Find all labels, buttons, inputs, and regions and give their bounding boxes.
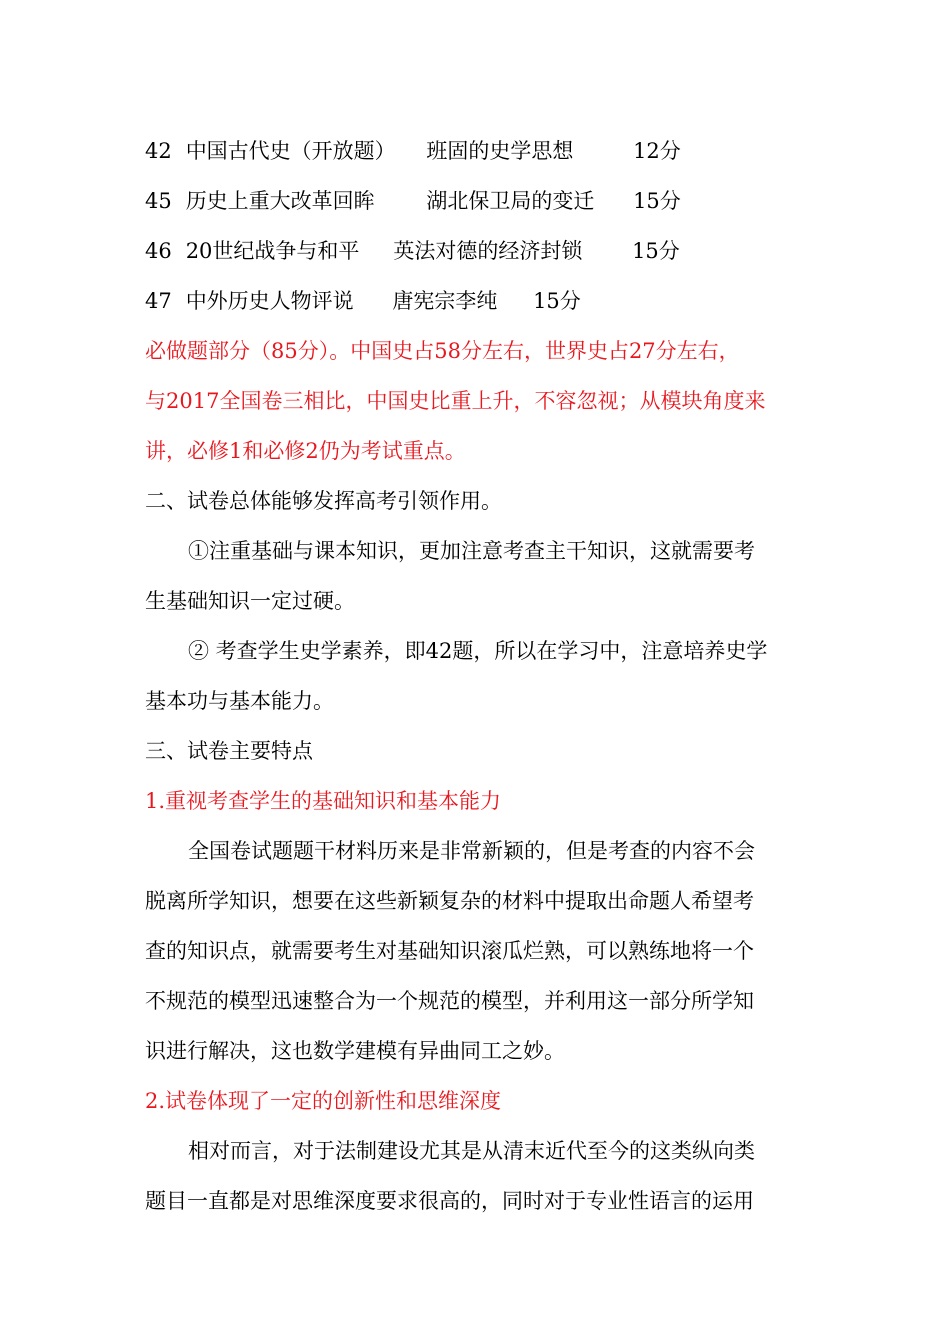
summary-line: 必做题部分（85分）。中国史占58分左右，世界史占27分左右，: [145, 339, 740, 363]
paragraph-line: 脱离所学知识，想要在这些新颖复杂的材料中提取出命题人希望考: [145, 889, 754, 913]
paragraph-line: 不规范的模型迅速整合为一个规范的模型，并利用这一部分所学知: [145, 989, 754, 1013]
question-module: 20世纪战争与和平: [185, 239, 360, 263]
paragraph-line: ② 考查学生史学素养，即42题，所以在学习中，注意培养史学: [188, 639, 768, 663]
point-title: 1.重视考查学生的基础知识和基本能力: [145, 789, 502, 813]
question-topic: 英法对德的经济封锁: [393, 239, 583, 263]
paragraph-line: 生基础知识一定过硬。: [145, 589, 355, 613]
question-row: [145, 236, 680, 266]
question-score: 15分: [533, 289, 581, 313]
question-score: 12分: [633, 139, 681, 163]
summary-line: 讲，必修1和必修2仍为考试重点。: [145, 439, 466, 463]
point-title: 2.试卷体现了一定的创新性和思维深度: [145, 1089, 502, 1113]
section-heading: 二、试卷总体能够发挥高考引领作用。: [145, 489, 502, 513]
question-row: [145, 136, 681, 166]
paragraph-line: ①注重基础与课本知识，更加注意考查主干知识，这就需要考: [188, 539, 755, 563]
question-number: 42: [145, 139, 172, 163]
question-number: 46: [145, 239, 172, 263]
question-row: [145, 186, 681, 216]
question-module: 中国古代史（开放题）: [185, 139, 396, 163]
paragraph-line: 题目一直都是对思维深度要求很高的，同时对于专业性语言的运用: [145, 1189, 754, 1213]
question-number: 47: [145, 289, 172, 313]
question-topic: 班固的史学思想: [426, 139, 574, 163]
question-score: 15分: [632, 239, 680, 263]
question-module: 中外历史人物评说: [185, 289, 354, 313]
paragraph-line: 识进行解决，这也数学建模有异曲同工之妙。: [145, 1039, 565, 1063]
paragraph-line: 查的知识点，就需要考生对基础知识滚瓜烂熟，可以熟练地将一个: [145, 939, 754, 963]
summary-line: 与2017全国卷三相比，中国史比重上升，不容忽视；从模块角度来: [145, 389, 766, 413]
paragraph-line: 基本功与基本能力。: [145, 689, 334, 713]
question-topic: 唐宪宗李纯: [392, 289, 498, 313]
question-score: 15分: [633, 189, 681, 213]
paragraph-line: 全国卷试题题干材料历来是非常新颖的，但是考查的内容不会: [188, 839, 755, 863]
paragraph-line: 相对而言，对于法制建设尤其是从清末近代至今的这类纵向类: [188, 1139, 755, 1163]
question-number: 45: [145, 189, 172, 213]
question-row: [145, 286, 581, 316]
question-topic: 湖北保卫局的变迁: [426, 189, 595, 213]
section-heading: 三、试卷主要特点: [145, 739, 313, 763]
question-module: 历史上重大改革回眸: [185, 189, 375, 213]
